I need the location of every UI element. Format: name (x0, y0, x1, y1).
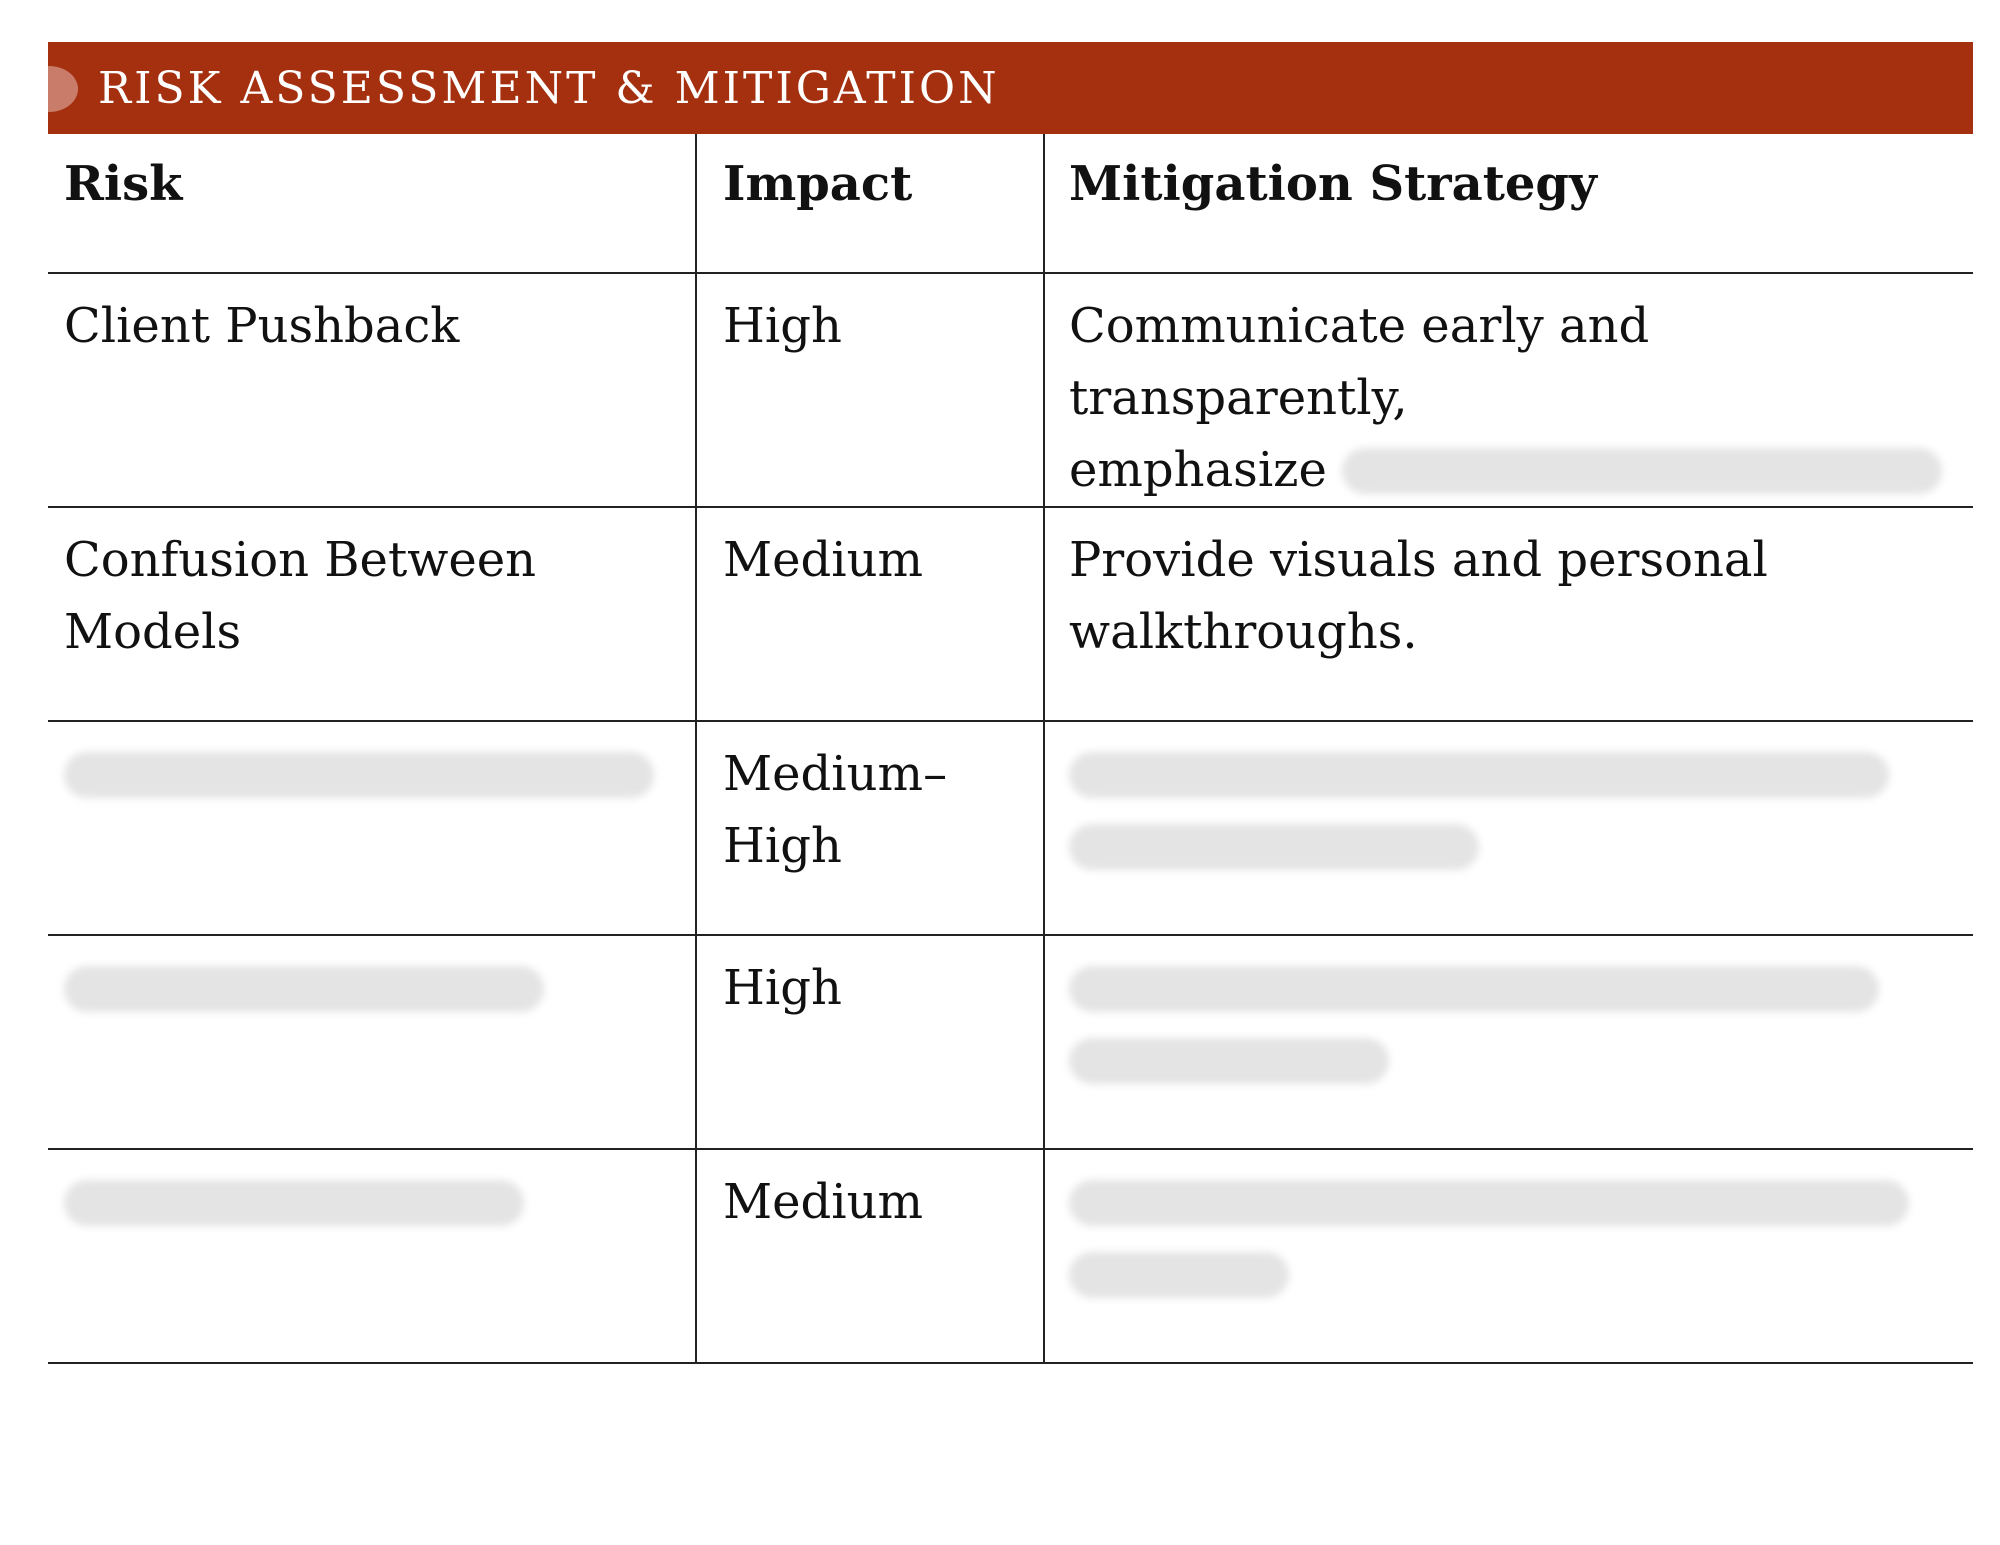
redacted-text (1069, 824, 1479, 870)
risk-text: Confusion Between (64, 532, 537, 588)
redacted-line (1069, 1238, 1959, 1310)
mitigation-text: Provide visuals and personal (1069, 532, 1768, 588)
impact-cell: Medium (696, 1149, 1044, 1363)
redacted-line (1069, 810, 1959, 882)
mitigation-cell (1044, 273, 1973, 507)
mitigation-cell (1044, 507, 1973, 721)
redacted-text (1342, 448, 1942, 494)
redacted-text (64, 752, 654, 798)
mitigation-cell (1044, 721, 1973, 935)
risk-cell (48, 1149, 696, 1363)
mitigation-cell (1044, 1149, 1973, 1363)
column-header-risk: Risk (48, 134, 696, 273)
risk-text: Models (64, 604, 242, 660)
table-row (48, 721, 1973, 935)
table-row (48, 507, 1973, 721)
impact-cell: High (696, 935, 1044, 1149)
column-header-impact: Impact (696, 134, 1044, 273)
section-title: RISK ASSESSMENT & MITIGATION (98, 62, 1000, 114)
impact-cell: High (696, 273, 1044, 507)
redacted-text (1069, 966, 1879, 1012)
table-row (48, 935, 1973, 1149)
risk-cell (48, 507, 696, 721)
redacted-line (1069, 1166, 1959, 1238)
risk-cell (48, 721, 696, 935)
mitigation-text: emphasize (1069, 442, 1327, 498)
table-row (48, 273, 1973, 507)
table-row (48, 1149, 1973, 1363)
header-badge-icon (48, 66, 78, 112)
impact-text: High (723, 818, 842, 874)
section-header (48, 42, 1973, 134)
impact-cell (696, 721, 1044, 935)
impact-text: Medium– (723, 746, 948, 802)
redacted-line (1069, 952, 1959, 1024)
mitigation-text-line2 (1069, 434, 1959, 506)
redacted-text (1069, 1038, 1389, 1084)
redacted-text (64, 1180, 524, 1226)
redacted-text (64, 966, 544, 1012)
mitigation-text: Communicate early and transparently, (1069, 298, 1650, 426)
column-header-mitigation: Mitigation Strategy (1044, 134, 1973, 273)
risk-cell (48, 935, 696, 1149)
document-page (48, 42, 1973, 1364)
mitigation-text: walkthroughs. (1069, 604, 1418, 660)
redacted-line (1069, 738, 1959, 810)
impact-cell: Medium (696, 507, 1044, 721)
risk-table (48, 134, 1973, 1364)
mitigation-cell (1044, 935, 1973, 1149)
redacted-line (1069, 1024, 1959, 1096)
redacted-text (1069, 1180, 1909, 1226)
risk-cell: Client Pushback (48, 273, 696, 507)
redacted-text (1069, 1252, 1289, 1298)
redacted-text (1069, 752, 1889, 798)
table-header-row (48, 134, 1973, 273)
